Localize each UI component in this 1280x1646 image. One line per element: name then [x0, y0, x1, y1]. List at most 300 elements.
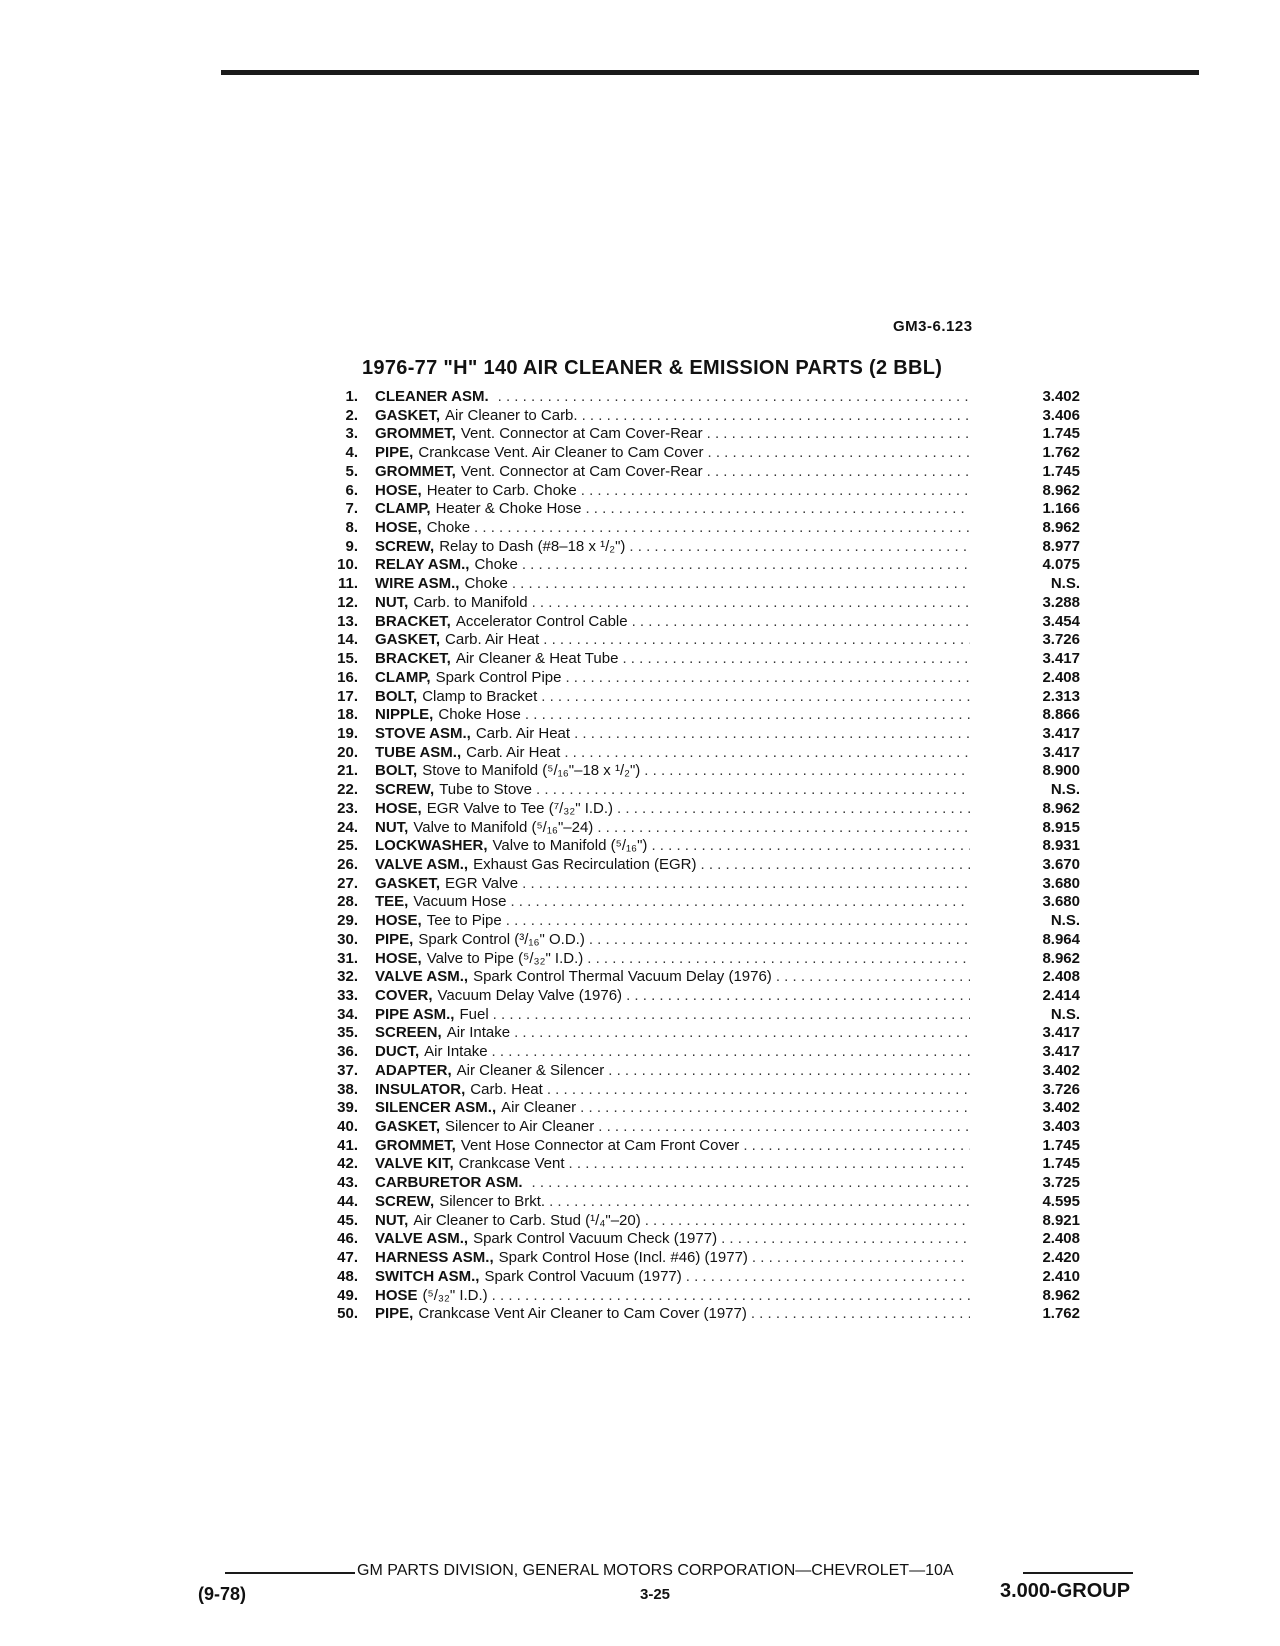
part-row	[320, 950, 1080, 969]
part-description	[375, 1118, 970, 1137]
part-name: SCREW,	[375, 1192, 435, 1210]
part-description	[375, 575, 970, 594]
part-description	[375, 950, 970, 969]
part-number: 39.	[337, 1099, 358, 1117]
part-name: PIPE,	[375, 444, 414, 462]
group-code: 8.900	[1042, 762, 1080, 780]
group-code: 8.962	[1042, 1286, 1080, 1304]
part-name: GROMMET,	[375, 425, 456, 443]
part-description	[375, 519, 970, 538]
part-detail: EGR Valve to Tee (⁷/₃₂" I.D.)	[426, 799, 614, 817]
part-row	[320, 594, 1080, 613]
part-row	[320, 388, 1080, 407]
group-code: 3.402	[1042, 1061, 1080, 1079]
part-number: 4.	[345, 444, 358, 462]
part-number: 16.	[337, 668, 358, 686]
group-code: 1.762	[1042, 444, 1080, 462]
part-row	[320, 482, 1080, 501]
part-name: VALVE KIT,	[375, 1155, 454, 1173]
leader-dots	[537, 688, 970, 707]
footer-rule-right	[1023, 1572, 1133, 1574]
part-detail: Air Cleaner	[501, 1099, 577, 1117]
leader-dots	[518, 556, 970, 575]
part-description	[375, 875, 970, 894]
group-code: 2.410	[1042, 1267, 1080, 1285]
part-row	[320, 500, 1080, 519]
part-name: HOSE,	[375, 481, 422, 499]
part-name: VALVE ASM.,	[375, 1230, 469, 1248]
leader-dots	[640, 762, 970, 781]
part-name: WIRE ASM.,	[375, 575, 460, 593]
part-description	[375, 669, 970, 688]
part-number: 50.	[337, 1305, 358, 1323]
group-code: 8.964	[1042, 930, 1080, 948]
group-code: 1.745	[1042, 1136, 1080, 1154]
part-name: HOSE,	[375, 519, 422, 537]
part-detail: Relay to Dash (#8–18 x ¹/₂")	[439, 537, 626, 555]
part-row	[320, 893, 1080, 912]
part-description	[375, 1174, 970, 1193]
part-description	[375, 556, 970, 575]
group-code: 2.408	[1042, 968, 1080, 986]
leader-dots	[565, 1155, 970, 1174]
part-description	[375, 744, 970, 763]
part-row	[320, 781, 1080, 800]
leader-dots	[717, 1230, 970, 1249]
part-row	[320, 1268, 1080, 1287]
part-description	[375, 1212, 970, 1231]
group-code: 8.962	[1042, 481, 1080, 499]
part-number: 29.	[337, 912, 358, 930]
leader-dots	[508, 575, 970, 594]
part-name: SCREW,	[375, 537, 435, 555]
group-code: N.S.	[1050, 912, 1080, 930]
part-number: 28.	[337, 893, 358, 911]
part-number: 26.	[337, 855, 358, 873]
part-number: 1.	[345, 388, 358, 405]
part-name: GASKET,	[375, 874, 441, 892]
part-detail: Tube to Stove	[439, 781, 533, 799]
part-number: 19.	[337, 724, 358, 742]
group-code: 3.417	[1042, 1024, 1080, 1042]
part-row	[320, 463, 1080, 482]
leader-dots	[494, 388, 970, 407]
part-detail: Vacuum Hose	[413, 893, 507, 911]
part-number: 10.	[337, 556, 358, 574]
leader-dots	[696, 856, 970, 875]
part-name: GROMMET,	[375, 462, 456, 480]
leader-dots	[618, 650, 970, 669]
part-description	[375, 388, 970, 407]
part-number: 41.	[337, 1136, 358, 1154]
part-row	[320, 444, 1080, 463]
part-number: 17.	[337, 687, 358, 705]
part-row	[320, 931, 1080, 950]
group-code: 4.595	[1042, 1192, 1080, 1210]
part-description	[375, 631, 970, 650]
group-code: N.S.	[1050, 1005, 1080, 1023]
part-description	[375, 1043, 970, 1062]
part-row	[320, 1174, 1080, 1193]
part-number: 6.	[345, 481, 358, 499]
leader-dots	[543, 1081, 970, 1100]
leader-dots	[506, 893, 970, 912]
part-number: 11.	[337, 575, 358, 593]
part-description	[375, 444, 970, 463]
part-number: 14.	[337, 631, 358, 649]
part-number: 30.	[337, 930, 358, 948]
group-code: 8.977	[1042, 537, 1080, 555]
leader-dots	[583, 950, 970, 969]
part-detail: Carb. Air Heat	[466, 743, 561, 761]
part-detail: Accelerator Control Cable	[455, 612, 628, 630]
part-detail: Spark Control (³/₁₆" O.D.)	[418, 930, 585, 948]
part-description	[375, 1137, 970, 1156]
part-row	[320, 1099, 1080, 1118]
part-number: 3.	[345, 425, 358, 443]
group-code: 3.417	[1042, 743, 1080, 761]
part-row	[320, 875, 1080, 894]
part-detail: Carb. to Manifold	[413, 593, 528, 611]
group-number: 3.000-GROUP	[1000, 1580, 1131, 1602]
group-code: 8.962	[1042, 949, 1080, 967]
part-detail: Crankcase Vent Air Cleaner to Cam Cover (1977)	[418, 1305, 747, 1323]
part-row	[320, 706, 1080, 725]
part-row	[320, 1193, 1080, 1212]
part-name: TEE,	[375, 893, 409, 911]
group-code: 2.420	[1042, 1249, 1080, 1267]
leader-dots	[703, 425, 970, 444]
part-number: 12.	[337, 593, 358, 611]
leader-dots	[489, 1006, 970, 1025]
part-name: GROMMET,	[375, 1136, 456, 1154]
leader-dots	[604, 1062, 970, 1081]
part-name: HOSE,	[375, 949, 422, 967]
part-name: SWITCH ASM.,	[375, 1267, 480, 1285]
part-row	[320, 856, 1080, 875]
part-description	[375, 706, 970, 725]
part-row	[320, 613, 1080, 632]
part-number: 22.	[337, 781, 358, 799]
group-code: 3.417	[1042, 650, 1080, 668]
part-name: RELAY ASM.,	[375, 556, 470, 574]
part-description	[375, 912, 970, 931]
group-code: N.S.	[1050, 781, 1080, 799]
part-detail: Tee to Pipe	[426, 912, 502, 930]
leader-dots	[625, 538, 970, 557]
part-name: BOLT,	[375, 762, 418, 780]
part-description	[375, 1155, 970, 1174]
part-description	[375, 650, 970, 669]
group-code: 1.762	[1042, 1305, 1080, 1323]
leader-dots	[581, 500, 970, 519]
part-number: 23.	[337, 799, 358, 817]
group-code: N.S.	[1050, 575, 1080, 593]
leader-dots	[470, 519, 970, 538]
part-number: 34.	[337, 1005, 358, 1023]
part-number: 8.	[345, 519, 358, 537]
part-detail: Spark Control Vacuum Check (1977)	[473, 1230, 718, 1248]
part-row	[320, 744, 1080, 763]
leader-dots	[577, 482, 970, 501]
part-row	[320, 987, 1080, 1006]
part-detail: Choke	[474, 556, 518, 574]
part-number: 24.	[337, 818, 358, 836]
leader-dots	[510, 1024, 970, 1043]
part-description	[375, 800, 970, 819]
part-description	[375, 1305, 970, 1324]
part-name: VALVE ASM.,	[375, 968, 469, 986]
part-number: 5.	[345, 462, 358, 480]
part-row	[320, 912, 1080, 931]
leader-dots	[641, 1212, 970, 1231]
part-description	[375, 1024, 970, 1043]
part-description	[375, 407, 970, 426]
part-name: CLAMP,	[375, 500, 431, 518]
part-name: HARNESS ASM.,	[375, 1249, 494, 1267]
part-detail: Heater to Carb. Choke	[426, 481, 577, 499]
part-row	[320, 800, 1080, 819]
part-detail: Air Cleaner & Heat Tube	[455, 650, 619, 668]
part-row	[320, 650, 1080, 669]
part-row	[320, 1212, 1080, 1231]
part-row	[320, 425, 1080, 444]
part-detail: Air Cleaner to Carb. Stud (¹/₄"–20)	[413, 1211, 641, 1229]
leader-dots	[545, 1193, 970, 1212]
part-detail: Valve to Pipe (⁵/₃₂" I.D.)	[426, 949, 584, 967]
leader-dots	[703, 463, 970, 482]
part-number: 46.	[337, 1230, 358, 1248]
part-description	[375, 931, 970, 950]
leader-dots	[772, 968, 970, 987]
part-number: 18.	[337, 706, 358, 724]
group-code: 1.745	[1042, 462, 1080, 480]
part-row	[320, 725, 1080, 744]
leader-dots	[594, 1118, 970, 1137]
part-description	[375, 482, 970, 501]
leader-dots	[570, 725, 970, 744]
part-description	[375, 500, 970, 519]
part-description	[375, 1099, 970, 1118]
part-description	[375, 725, 970, 744]
part-description	[375, 1249, 970, 1268]
part-name: DUCT,	[375, 1043, 420, 1061]
leader-dots	[647, 837, 970, 856]
part-description	[375, 1268, 970, 1287]
part-number: 9.	[345, 537, 358, 555]
group-code: 1.166	[1042, 500, 1080, 518]
part-detail: Fuel	[459, 1005, 489, 1023]
catalog-code: GM3-6.123	[893, 318, 973, 335]
part-number: 21.	[337, 762, 358, 780]
leader-dots	[560, 744, 970, 763]
part-detail: Stove to Manifold (⁵/₁₆"–18 x ¹/₂")	[422, 762, 641, 780]
part-name: PIPE ASM.,	[375, 1005, 455, 1023]
part-name: HOSE	[375, 1286, 418, 1304]
part-number: 33.	[337, 987, 358, 1004]
part-detail: Valve to Manifold (⁵/₁₆")	[492, 837, 648, 855]
part-detail: Carb. Air Heat	[475, 724, 571, 742]
part-row	[320, 1305, 1080, 1324]
part-detail: Air Cleaner & Silencer	[456, 1061, 605, 1079]
part-name: CLAMP,	[375, 668, 431, 686]
part-description	[375, 762, 970, 781]
part-description	[375, 893, 970, 912]
part-detail: Choke	[426, 519, 471, 537]
part-name: BRACKET,	[375, 612, 451, 630]
part-detail: Crankcase Vent	[458, 1155, 565, 1173]
part-name: PIPE,	[375, 1305, 414, 1323]
part-row	[320, 556, 1080, 575]
part-number: 44.	[337, 1192, 358, 1210]
part-name: BRACKET,	[375, 650, 451, 668]
part-name: SCREEN,	[375, 1024, 442, 1042]
part-name: BOLT,	[375, 687, 418, 705]
part-row	[320, 1081, 1080, 1100]
part-number: 43.	[337, 1174, 358, 1192]
part-detail: EGR Valve	[445, 874, 519, 892]
group-code: 1.745	[1042, 1155, 1080, 1173]
top-rule	[221, 70, 1199, 75]
part-row	[320, 1043, 1080, 1062]
part-description	[375, 538, 970, 557]
group-code: 8.866	[1042, 706, 1080, 724]
leader-dots	[539, 631, 970, 650]
part-number: 37.	[337, 1061, 358, 1079]
leader-dots	[703, 444, 970, 463]
leader-dots	[748, 1249, 970, 1268]
part-description	[375, 1006, 970, 1025]
part-row	[320, 575, 1080, 594]
part-name: NUT,	[375, 818, 409, 836]
part-detail: Carb. Heat	[470, 1080, 543, 1098]
part-name: TUBE ASM.,	[375, 743, 462, 761]
group-code: 3.726	[1042, 631, 1080, 649]
leader-dots	[747, 1305, 970, 1324]
part-row	[320, 1287, 1080, 1306]
leader-dots	[532, 781, 970, 800]
part-row	[320, 1230, 1080, 1249]
part-detail: Vacuum Delay Valve (1976)	[437, 987, 623, 1004]
part-description	[375, 987, 970, 1006]
part-detail: Vent Hose Connector at Cam Front Cover	[460, 1136, 740, 1154]
part-row	[320, 1006, 1080, 1025]
part-name: NIPPLE,	[375, 706, 434, 724]
part-number: 42.	[337, 1155, 358, 1173]
leader-dots	[682, 1268, 970, 1287]
leader-dots	[613, 800, 970, 819]
part-row	[320, 1249, 1080, 1268]
part-name: SILENCER ASM.,	[375, 1099, 497, 1117]
part-number: 31.	[337, 949, 358, 967]
page-number: 3-25	[640, 1586, 671, 1603]
group-code: 3.726	[1042, 1080, 1080, 1098]
part-description	[375, 425, 970, 444]
leader-dots	[502, 912, 970, 931]
part-number: 45.	[337, 1211, 358, 1229]
leader-dots	[628, 613, 970, 632]
part-detail: Vent. Connector at Cam Cover-Rear	[460, 462, 703, 480]
part-description	[375, 837, 970, 856]
part-description	[375, 1287, 970, 1306]
leader-dots	[528, 1174, 970, 1193]
part-name: HOSE,	[375, 912, 422, 930]
part-detail: Silencer to Air Cleaner	[445, 1118, 595, 1136]
part-name: COVER,	[375, 987, 433, 1004]
part-description	[375, 1193, 970, 1212]
part-name: SCREW,	[375, 781, 435, 799]
part-detail: Air Intake	[446, 1024, 511, 1042]
part-name: GASKET,	[375, 406, 441, 424]
part-number: 40.	[337, 1118, 358, 1136]
part-row	[320, 968, 1080, 987]
part-row	[320, 1118, 1080, 1137]
part-detail: Choke	[464, 575, 508, 593]
leader-dots	[593, 819, 970, 838]
part-name: CLEANER ASM.	[375, 388, 489, 405]
part-name: INSULATOR,	[375, 1080, 466, 1098]
group-code: 3.417	[1042, 1043, 1080, 1061]
leader-dots	[518, 875, 970, 894]
part-row	[320, 538, 1080, 557]
part-detail: Spark Control Pipe	[435, 668, 562, 686]
part-description	[375, 781, 970, 800]
group-code: 3.725	[1042, 1174, 1080, 1192]
part-detail: Spark Control Vacuum (1977)	[484, 1267, 682, 1285]
part-row	[320, 762, 1080, 781]
part-name: NUT,	[375, 1211, 409, 1229]
part-number: 36.	[337, 1043, 358, 1061]
footer-publisher: GM PARTS DIVISION, GENERAL MOTORS CORPORATION—CHEVROLET—10A	[357, 1562, 954, 1579]
part-number: 20.	[337, 743, 358, 761]
leader-dots	[622, 987, 970, 1006]
part-detail: Silencer to Brkt.	[439, 1192, 546, 1210]
part-name: STOVE ASM.,	[375, 724, 471, 742]
footer-date: (9-78)	[198, 1584, 247, 1604]
leader-dots	[488, 1043, 970, 1062]
group-code: 3.406	[1042, 406, 1080, 424]
part-name: GASKET,	[375, 631, 441, 649]
leader-dots	[585, 931, 970, 950]
part-description	[375, 463, 970, 482]
leader-dots	[739, 1137, 970, 1156]
part-name: HOSE,	[375, 799, 422, 817]
part-row	[320, 837, 1080, 856]
part-description	[375, 1081, 970, 1100]
group-code: 3.402	[1042, 388, 1080, 405]
part-description	[375, 819, 970, 838]
part-row	[320, 688, 1080, 707]
part-description	[375, 968, 970, 987]
group-code: 3.403	[1042, 1118, 1080, 1136]
part-detail: (⁵/₃₂" I.D.)	[422, 1286, 488, 1304]
part-name: VALVE ASM.,	[375, 855, 469, 873]
group-code: 8.915	[1042, 818, 1080, 836]
part-number: 15.	[337, 650, 358, 668]
group-code: 2.408	[1042, 668, 1080, 686]
part-name: PIPE,	[375, 930, 414, 948]
part-row	[320, 407, 1080, 426]
part-detail: Valve to Manifold (⁵/₁₆"–24)	[413, 818, 594, 836]
part-name: NUT,	[375, 593, 409, 611]
part-number: 48.	[337, 1267, 358, 1285]
part-row	[320, 631, 1080, 650]
parts-list	[320, 388, 1080, 1324]
part-number: 49.	[337, 1286, 358, 1304]
part-row	[320, 1137, 1080, 1156]
group-code: 8.921	[1042, 1211, 1080, 1229]
group-code: 3.680	[1042, 893, 1080, 911]
